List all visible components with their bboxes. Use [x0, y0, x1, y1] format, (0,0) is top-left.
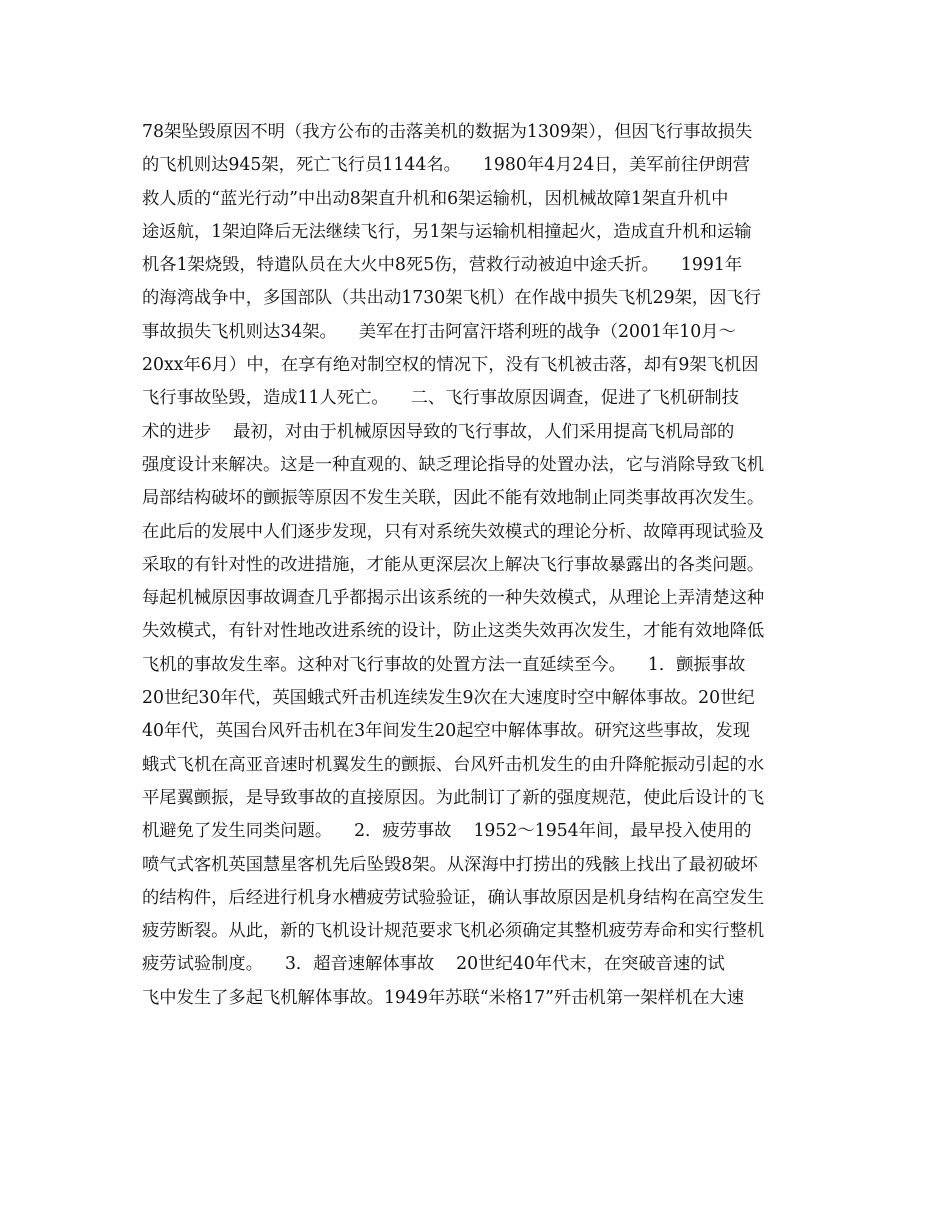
body-text	[142, 116, 812, 1015]
text-line: 在此后的发展中人们逐步发现，只有对系统失效模式的理论分析、故障再现试验及	[142, 521, 765, 542]
text-line: 途返航，1架迫降后无法继续飞行，另1架与运输机相撞起火，造成直升机和运输	[142, 221, 752, 242]
text-line: 失效模式，有针对性地改进系统的设计，防止这类失效再次发生，才能有效地降低	[142, 621, 765, 642]
text-line: 20世纪30年代，英国蛾式歼击机连续发生9次在大速度时空中解体事故。20世纪	[142, 688, 755, 709]
text-line: 平尾翼颤振，是导致事故的直接原因。为此制订了新的强度规范，使此后设计的飞	[142, 787, 765, 808]
text-line: 40年代，英国台风歼击机在3年间发生20起空中解体事故。研究这些事故，发现	[142, 721, 750, 742]
text-line: 飞中发生了多起飞机解体事故。1949年苏联“米格17”歼击机第一架样机在大速	[142, 987, 745, 1008]
text-line: 飞机的事故发生率。这种对飞行事故的处置方法一直延续至今。 1．颤振事故	[142, 654, 746, 675]
text-line: 喷气式客机英国慧星客机先后坠毁8架。从深海中打捞出的残骸上找出了最初破坏	[142, 854, 758, 875]
text-line: 机各1架烧毁，特遣队员在大火中8死5伤，营救行动被迫中途夭折。 1991年	[142, 255, 743, 276]
text-line: 78架坠毁原因不明（我方公布的击落美机的数据为1309架），但因飞行事故损失	[142, 122, 753, 142]
text-line: 疲劳试验制度。 3．超音速解体事故 20世纪40年代末，在突破音速的试	[142, 954, 725, 975]
text-line: 术的进步 最初，对由于机械原因导致的飞行事故，人们采用提高飞机局部的	[142, 421, 735, 442]
text-line: 救人质的“蓝光行动”中出动8架直升机和6架运输机，因机械故障1架直升机中	[142, 188, 729, 209]
text-line: 事故损失飞机则达34架。 美军在打击阿富汗塔利班的战争（2001年10月～	[142, 321, 736, 342]
text-line: 机避免了发生同类问题。 2．疲劳事故 1952～1954年间，最早投入使用的	[142, 821, 752, 842]
text-line: 强度设计来解决。这是一种直观的、缺乏理论指导的处置办法，它与消除导致飞机	[142, 454, 765, 475]
text-line: 每起机械原因事故调查几乎都揭示出该系统的一种失效模式，从理论上弄清楚这种	[142, 588, 765, 609]
text-line: 蛾式飞机在高亚音速时机翼发生的颤振、台风歼击机发生的由升降舵振动引起的水	[142, 754, 765, 775]
text-line: 的飞机则达945架，死亡飞行员1144名。 1980年4月24日，美军前往伊朗营	[142, 155, 750, 176]
text-line: 飞行事故坠毁，造成11人死亡。 二、飞行事故原因调查，促进了飞机研制技	[142, 388, 739, 409]
text-line: 疲劳断裂。从此，新的飞机设计规范要求飞机必须确定其整机疲劳寿命和实行整机	[142, 921, 765, 942]
text-line: 局部结构破坏的颤振等原因不发生关联，因此不能有效地制止同类事故再次发生。	[142, 488, 765, 509]
text-line: 采取的有针对性的改进措施，才能从更深层次上解决飞行事故暴露出的各类问题。	[142, 554, 765, 575]
text-line: 的海湾战争中，多国部队（共出动1730架飞机）在作战中损失飞机29架，因飞行	[142, 288, 761, 309]
text-line: 的结构件，后经进行机身水槽疲劳试验验证，确认事故原因是机身结构在高空发生	[142, 887, 765, 908]
text-line: 20xx年6月）中，在享有绝对制空权的情况下，没有飞机被击落，却有9架飞机因	[142, 355, 759, 376]
